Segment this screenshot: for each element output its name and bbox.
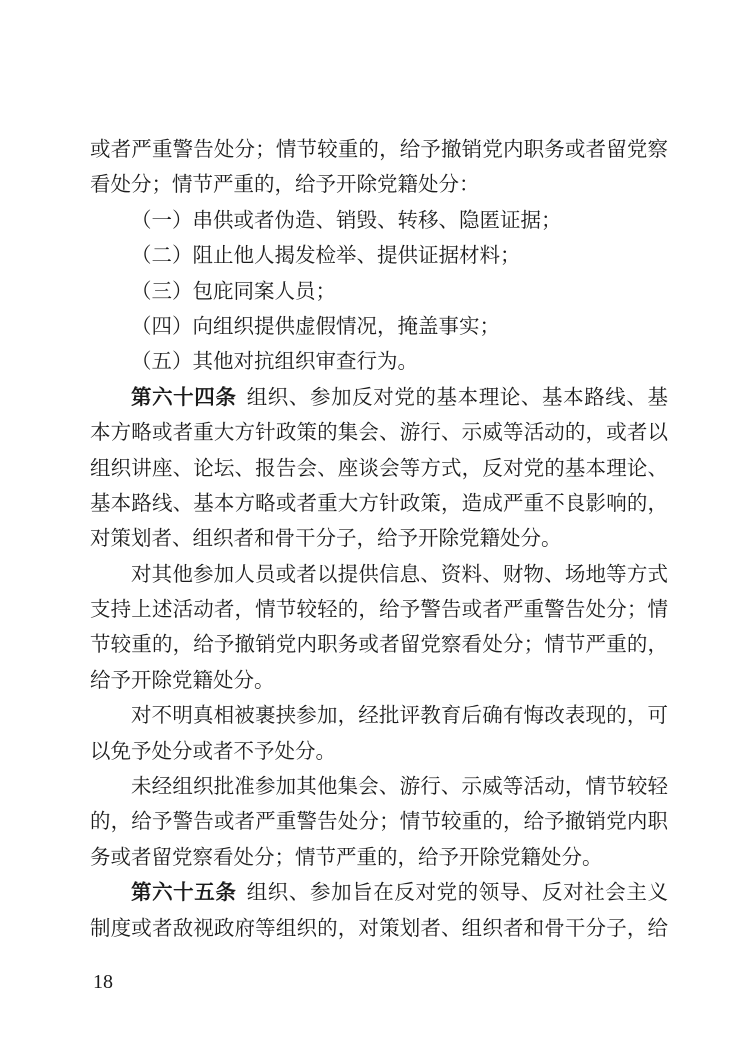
text-line: 节较重的，给予撤销党内职务或者留党察看处分；情节严重的， [90,634,668,657]
text-line: 看处分；情节严重的，给予开除党籍处分： [90,174,480,197]
article-number: 第六十五条 [131,882,237,905]
text-line: 对其他参加人员或者以提供信息、资料、财物、场地等方式 [131,563,668,586]
page-number: 18 [93,971,113,993]
text-line: 本方略或者重大方针政策的集会、游行、示威等活动的，或者以 [90,422,668,445]
text-line: （四）向组织提供虚假情况，掩盖事实； [131,315,500,338]
text-line: 基本路线、基本方略或者重大方针政策，造成严重不良影响的， [90,492,668,515]
text-line: 或者严重警告处分；情节较重的，给予撤销党内职务或者留党察 [90,139,668,161]
article-number: 第六十四条 [131,386,237,409]
article-line: 第六十五条 组织、参加旨在反对党的领导、反对社会主义 [131,882,668,905]
text-line: 制度或者敌视政府等组织的，对策划者、组织者和骨干分子，给 [90,917,668,940]
text-line: （五）其他对抗组织审查行为。 [131,351,418,374]
text-line: （二）阻止他人揭发检举、提供证据材料； [131,245,521,268]
text-line: 未经组织批准参加其他集会、游行、示威等活动，情节较轻 [131,776,668,799]
text-line: （一）串供或者伪造、销毁、转移、隐匿证据； [131,209,562,232]
text-line: 对不明真相被裹挟参加，经批评教育后确有悔改表现的，可 [131,705,668,728]
text-line: （三）包庇同案人员； [131,280,336,303]
text-line: 组织讲座、论坛、报告会、座谈会等方式，反对党的基本理论、 [90,457,668,480]
text-line: 支持上述活动者，情节较轻的，给予警告或者严重警告处分；情 [90,599,668,622]
text-line: 的，给予警告或者严重警告处分；情节较重的，给予撤销党内职 [90,811,668,834]
document-text-block [90,133,668,947]
text-line: 给予开除党籍处分。 [90,669,275,692]
text-line: 务或者留党察看处分；情节严重的，给予开除党籍处分。 [90,846,603,869]
text-line: 以免予处分或者不予处分。 [90,740,336,763]
article-line: 第六十四条 组织、参加反对党的基本理论、基本路线、基 [131,386,668,409]
text-line: 对策划者、组织者和骨干分子，给予开除党籍处分。 [90,528,562,551]
